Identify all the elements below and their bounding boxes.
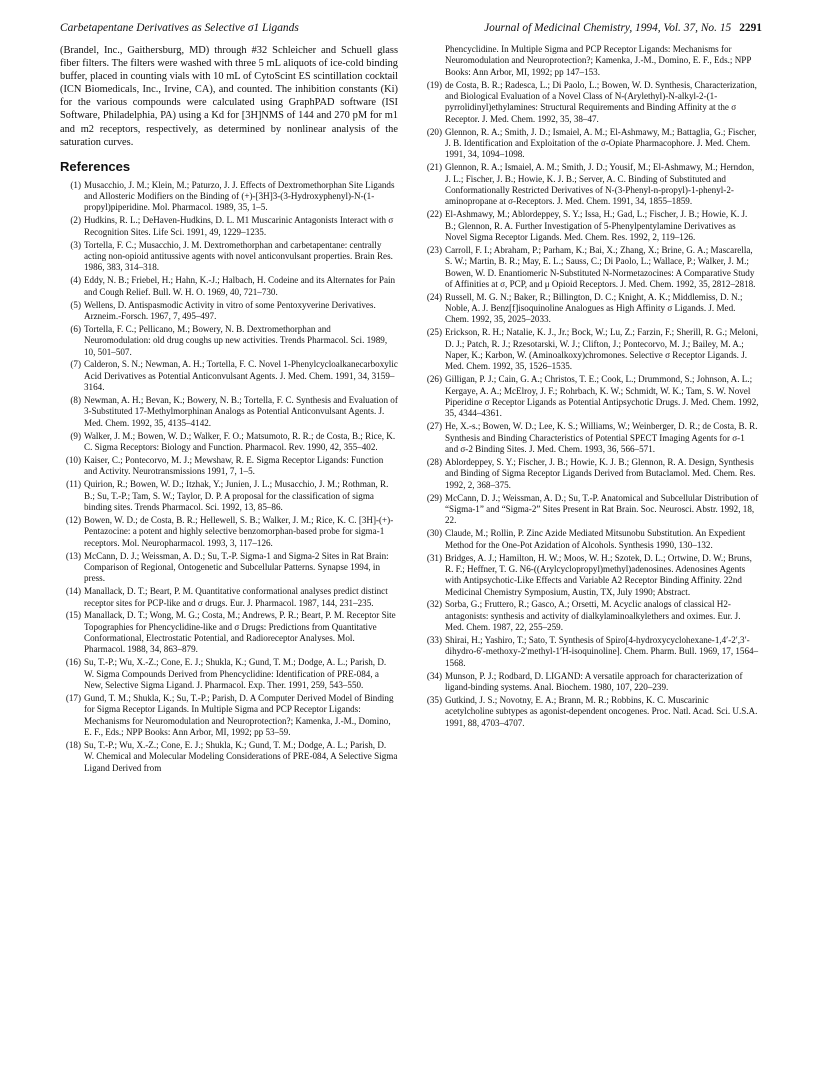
reference-text: McCann, D. J.; Weissman, A. D.; Su, T.-P. Sigma-1 and Sigma-2 Sites in Rat Brain: Comparison of Regional, Ontogenetic and Subcellular Patterns. Synapse 1994, in press.: [84, 550, 389, 584]
references-list-right: [421, 44, 759, 729]
reference-number: (32): [426, 599, 442, 610]
reference-item: [421, 44, 759, 78]
reference-text: Carroll, F. I.; Abraham, P.; Parham, K.; Bai, X.; Zhang, X.; Brine, G. A.; Mascarella, S. W.; Martin, B. R.; May, E. L.; Sauss, C.; Di Paolo, L.; Wallace, P.; Walker, J. M.; Bowen, W. D. Enantiomeric N-Substituted N-Normetazocines: A Comparative Study of Affinities at σ, PCP, and μ Opioid Receptors. J. Med. Chem. 1992, 35, 2812–2818.: [445, 244, 756, 289]
reference-text: Newman, A. H.; Bevan, K.; Bowery, N. B.; Tortella, F. C. Synthesis and Evaluation of 3-Substituted 17-Methylmorphinan Analogs as Potential Anticonvulsant Agents. J. Med. Chem. 1992, 35, 4135–4142.: [84, 395, 398, 428]
reference-number: (29): [426, 492, 442, 503]
running-title: Carbetapentane Derivatives as Selective σ1 Ligands: [60, 22, 299, 34]
reference-number: (19): [426, 79, 442, 90]
reference-item: [60, 215, 398, 238]
reference-item: [60, 180, 398, 214]
reference-text: Manallack, D. T.; Wong, M. G.; Costa, M.; Andrews, P. R.; Beart, P. M. Receptor Site Topographies for Phencyclidine-like and σ Drugs: Predictions from Quantitative Conformational, Electrostatic Potential, and Radioreceptor Analyses. Mol. Pharmacol. 1988, 34, 863–879.: [84, 610, 396, 655]
reference-number: (8): [70, 395, 81, 406]
methods-paragraph: (Brandel, Inc., Gaithersburg, MD) through #32 Schleicher and Schuell glass fiber filters. The filters were washed with three 5 mL aliquots of ice-cold binding buffer, placed in counting vials with 10 mL of CytoScint ES scintillation cocktail (ICN Biomedicals, Inc., Irvine, CA), and counted. The inhibition constants (Ki) for the various compounds were calculated using GraphPAD software (ISI Software, Philadelphia, PA) using a Kd for [3H]NMS of 144 and 270 pM for m1 and m2 receptors, respectively, as determined by nonlinear analysis of the saturation curves.: [60, 45, 398, 148]
reference-number: (14): [65, 586, 81, 597]
reference-item: [421, 80, 759, 125]
reference-number: (24): [426, 291, 442, 302]
reference-item: [421, 245, 759, 290]
references-list-left: [60, 180, 398, 774]
reference-number: (25): [426, 327, 442, 338]
reference-number: (17): [65, 693, 81, 704]
reference-text: Bridges, A. J.; Hamilton, H. W.; Moos, W. H.; Szotek, D. L.; Ortwine, D. W.; Bruns, R. F.; Heffner, T. G. N6-((Arylcyclopropyl)methyl)adenosines. Adenosines Agents with Antipsychotic-Like Effects and Variable A2 Receptor Binding Affinity. 22nd Medicinal Chemistry Symposium, Austin, TX, July 1990; Abstract.: [445, 552, 752, 597]
reference-item: [421, 327, 759, 372]
reference-text: Munson, P. J.; Rodbard, D. LIGAND: A versatile approach for characterization of ligand-binding systems. Anal. Biochem. 1980, 107, 220–239.: [445, 670, 743, 693]
reference-item: [60, 479, 398, 513]
reference-text: Tortella, F. C.; Pellicano, M.; Bowery, N. B. Dextromethorphan and Neuromodulation: old drug coughs up new activities. Trends Pharmacol. Sci. 1989, 10, 501–507.: [84, 323, 388, 357]
journal-info-line: [484, 22, 762, 34]
reference-item: [60, 693, 398, 738]
running-header: [60, 22, 762, 38]
reference-text: Kaiser, C.; Pontecorvo, M. J.; Mewshaw, R. E. Sigma Receptor Ligands: Function and Activity. Neurotransmissions 1991, 7, 1–5.: [84, 455, 384, 477]
reference-text: de Costa, B. R.; Radesca, L.; Di Paolo, L.; Bowen, W. D. Synthesis, Characterization, and Biological Evaluation of a Novel Class of N-(Arylethyl)-N-alkyl-2-(1-pyrrolidinyl)ethylamines: Structural Requirements and Binding Affinity at the σ Receptor. J. Med. Chem. 1992, 35, 38–47.: [445, 79, 757, 124]
reference-item: [60, 431, 398, 454]
reference-item: [421, 292, 759, 326]
reference-item: [60, 610, 398, 655]
reference-item: [421, 127, 759, 161]
reference-text: Phencyclidine. In Multiple Sigma and PCP Receptor Ligands: Mechanisms for Neuromodulation and Neuroprotection?; Kamenka, J.-M., Domino, E. F., Eds.; NPP Books: Ann Arbor, MI, 1992; pp 147–153.: [445, 44, 752, 77]
reference-number: (11): [66, 479, 81, 490]
reference-text: Gilligan, P. J.; Cain, G. A.; Christos, T. E.; Cook, L.; Drummond, S.; Johnson, A. L.; Kergaye, A. A.; McElroy, J. F.; Rohrbach, K. W.; Schmidt, W. K.; Tam, S. W. Novel Piperidine σ Receptor Ligands as Potential Antipsychotic Drugs. J. Med. Chem. 1992, 35, 4344–4361.: [445, 374, 759, 419]
reference-number: (22): [426, 209, 442, 220]
reference-text: McCann, D. J.; Weissman, A. D.; Su, T.-P. Anatomical and Subcellular Distribution of “Sigma-1” and “Sigma-2” Sites Present in Rat Brain. Soc. Neurosci. Abstr. 1992, 18, 22.: [445, 492, 759, 526]
reference-text: Ablordeppey, S. Y.; Fischer, J. B.; Howie, K. J. B.; Glennon, R. A. Design, Synthesis and Binding of Sigma Receptor Ligands Derived from Butaclamol. Med. Chem. Res. 1992, 2, 368–375.: [445, 456, 756, 490]
reference-number: (9): [70, 430, 81, 441]
reference-item: [421, 553, 759, 598]
reference-item: [421, 528, 759, 551]
reference-text: Erickson, R. H.; Natalie, K. J., Jr.; Bock, W.; Lu, Z.; Farzin, F.; Sherill, R. G.; Meloni, D. J.; Patch, R. J.; Rzesotarski, W. J.; Clifton, J.; Pontecorvo, M. J.; Bailey, M. A.; Naper, K.; Karbon, W. (Aminoalkoxy)chromones. Selective σ Receptor Ligands. J. Med. Chem. 1992, 35, 1526–1535.: [445, 327, 758, 372]
reference-item: [421, 671, 759, 694]
reference-text: Tortella, F. C.; Musacchio, J. M. Dextromethorphan and carbetapentane: centrally acting non-opioid antitussive agents with novel anticonvulsant properties. Brain Res. 1986, 383, 314–318.: [84, 239, 393, 273]
reference-item: [421, 493, 759, 527]
reference-item: [60, 324, 398, 358]
reference-number: (2): [70, 215, 81, 226]
reference-number: (4): [70, 275, 81, 286]
reference-number: (30): [426, 528, 442, 539]
reference-number: (10): [65, 455, 81, 465]
reference-number: (3): [70, 239, 81, 250]
reference-item: [60, 657, 398, 691]
reference-number: (1): [70, 179, 81, 190]
reference-item: [60, 586, 398, 609]
reference-number: (23): [426, 244, 442, 255]
reference-text: Manallack, D. T.; Beart, P. M. Quantitative conformational analyses predict distinct receptor sites for PCP-like and σ drugs. Eur. J. Pharmacol. 1987, 144, 231–235.: [84, 586, 388, 608]
reference-number: (16): [65, 657, 81, 668]
reference-item: [60, 740, 398, 774]
reference-item: [421, 209, 759, 243]
references-heading: References: [60, 158, 131, 174]
reference-item: [421, 635, 759, 669]
reference-number: (6): [70, 323, 81, 334]
journal-info: Journal of Medicinal Chemistry, 1994, Vol. 37, No. 15: [484, 22, 732, 34]
reference-number: (7): [70, 359, 81, 370]
reference-text: Russell, M. G. N.; Baker, R.; Billington, D. C.; Knight, A. K.; Middlemiss, D. N.; Noble, A. J. Benz[f]isoquinoline Analogues as High Affinity σ Ligands. J. Med. Chem. 1992, 35, 2025–2033.: [445, 291, 743, 325]
page-number: 2291: [739, 22, 762, 34]
reference-number: (15): [65, 610, 81, 621]
reference-text: El-Ashmawy, M.; Ablordeppey, S. Y.; Issa, H.; Gad, L.; Fischer, J. B.; Howie, K. J. B.; Glennon, R. A. Further Investigation of 5-Phenylpentylamine Derivatives as Novel Sigma Receptor Ligands. Med. Chem. Res. 1992, 2, 119–126.: [445, 209, 748, 242]
reference-text: Gund, T. M.; Shukla, K.; Su, T.-P.; Parish, D. A Computer Derived Model of Binding for Sigma Receptor Ligands. In Multiple Sigma and PCP Receptor Ligands: Mechanisms for Neuromodulation and Neuroprotection?; Kamenka, J.-M., Domino, E. F., Eds.; NPP Books: Ann Arbor, MI, 1992; pp 53–59.: [84, 693, 394, 738]
reference-text: Su, T.-P.; Wu, X.-Z.; Cone, E. J.; Shukla, K.; Gund, T. M.; Dodge, A. L.; Parish, D. W. Chemical and Molecular Modeling Considerations of PRE-084, A Selective Sigma Ligand Derived from: [84, 740, 398, 773]
reference-text: Gutkind, J. S.; Novotny, E. A.; Brann, M. R.; Robbins, K. C. Muscarinic acetylcholine subtypes as agonist-dependent oncogenes. Proc. Natl. Acad. Sci. U.S.A. 1991, 88, 4703–4707.: [445, 695, 758, 728]
reference-item: [421, 162, 759, 207]
reference-number: (5): [70, 299, 81, 310]
reference-number: (21): [426, 162, 442, 173]
reference-item: [60, 455, 398, 478]
reference-text: Eddy, N. B.; Friebel, H.; Hahn, K.-J.; Halbach, H. Codeine and its Alternates for Pain and Cough Relief. Bull. W. H. O. 1969, 40, 721–730.: [84, 275, 396, 297]
reference-number: (35): [426, 695, 442, 705]
reference-text: Su, T.-P.; Wu, X.-Z.; Cone, E. J.; Shukla, K.; Gund, T. M.; Dodge, A. L.; Parish, D. W. Sigma Compounds Derived from Phencyclidine: Identification of PRE-084, a New, Selective Sigma Ligand. J. Pharmacol. Exp. Ther. 1991, 259, 543–550.: [84, 657, 387, 691]
right-column: [421, 44, 759, 731]
left-column: [60, 44, 398, 776]
reference-item: [421, 599, 759, 633]
reference-number: (33): [426, 635, 442, 646]
reference-text: Glennon, R. A.; Smith, J. D.; Ismaiel, A. M.; El-Ashmawy, M.; Battaglia, G.; Fischer, J. B. Identification and Exploitation of the σ-Opiate Pharmacophore. J. Med. Chem. 1991, 34, 1094–1098.: [445, 126, 757, 160]
reference-text: Sorba, G.; Fruttero, R.; Gasco, A.; Orsetti, M. Acyclic analogs of classical H2-antagonists: synthesis and activity of dialkylaminoalkylethers and oximes. Eur. J. Med. Chem. 1987, 22, 255–259.: [445, 599, 741, 633]
reference-item: [60, 275, 398, 298]
reference-item: [60, 240, 398, 274]
reference-text: He, X.-s.; Bowen, W. D.; Lee, K. S.; Williams, W.; Weinberger, D. R.; de Costa, B. R. Synthesis and Binding Characteristics of Potential SPECT Imaging Agents for σ-1 and σ-2 Binding Sites. J. Med. Chem. 1993, 36, 566–571.: [445, 421, 758, 455]
reference-text: Wellens, D. Antispasmodic Activity in vitro of some Pentoxyverine Derivatives. Arzneim.-Forsch. 1967, 7, 495–497.: [84, 299, 376, 321]
reference-item: [60, 551, 398, 585]
reference-item: [421, 374, 759, 419]
reference-number: (26): [426, 374, 442, 385]
reference-item: [60, 395, 398, 429]
reference-number: (18): [65, 740, 81, 750]
reference-number: (27): [426, 421, 442, 432]
reference-text: Shirai, H.; Yashiro, T.; Sato, T. Synthesis of Spiro[4-hydroxycyclohexane-1,4′-2′,3′-dihydro-6′-methoxy-2′methyl-1′H-isoquinoline]. Chem. Pharm. Bull. 1969, 17, 1564–1568.: [445, 635, 759, 668]
reference-text: Claude, M.; Rollin, P. Zinc Azide Mediated Mitsunobu Substitution. An Expedient Method for the One-Pot Azidation of Alcohols. Synthesis 1990, 130–132.: [445, 528, 746, 550]
reference-number: (34): [426, 670, 442, 681]
reference-text: Hudkins, R. L.; DeHaven-Hudkins, D. L. M1 Muscarinic Antagonists Interact with σ Recognition Sites. Life Sci. 1991, 49, 1229–1235.: [84, 215, 394, 237]
reference-text: Quirion, R.; Bowen, W. D.; Itzhak, Y.; Junien, J. L.; Musacchio, J. M.; Rothman, R. B.; Su, T.-P.; Tam, S. W.; Taylor, D. P. A proposal for the classification of sigma binding sites. Trends Pharmacol. Sci. 1992, 13, 85–86.: [84, 479, 389, 512]
reference-number: (20): [426, 126, 442, 137]
reference-number: (31): [426, 552, 442, 563]
reference-number: (12): [65, 514, 81, 525]
reference-item: [60, 300, 398, 323]
reference-number: (13): [65, 550, 81, 561]
reference-text: Musacchio, J. M.; Klein, M.; Paturzo, J. J. Effects of Dextromethorphan Site Ligands and Allosteric Modifiers on the Binding of (+)-[3H]3-(3-Hydroxyphenyl)-N-(1-propyl)piperidine. Mol. Pharmacol. 1989, 35, 1–5.: [84, 179, 395, 213]
reference-text: Calderon, S. N.; Newman, A. H.; Tortella, F. C. Novel 1-Phenylcycloalkanecarboxylic Acid Derivatives as Potential Anticonvulsant Agents. J. Med. Chem. 1991, 34, 3159–3164.: [84, 359, 398, 393]
reference-text: Walker, J. M.; Bowen, W. D.; Walker, F. O.; Matsumoto, R. R.; de Costa, B.; Rice, K. C. Sigma Receptors: Biology and Function. Pharmacol. Rev. 1990, 42, 355–402.: [84, 430, 396, 453]
reference-item: [60, 515, 398, 549]
reference-text: Glennon, R. A.; Ismaiel, A. M.; Smith, J. D.; Yousif, M.; El-Ashmawy, M.; Herndon, J. L.; Fischer, J. B.; Howie, K. J. B.; Server, A. C. Binding of Substituted and Conformationally Restricted Derivatives of N-(3-Phenyl-n-propyl)-1-phenyl-2-aminopropane at σ-Receptors. J. Med. Chem. 1991, 34, 1855–1859.: [445, 162, 755, 207]
reference-item: [421, 457, 759, 491]
reference-item: [60, 359, 398, 393]
reference-item: [421, 421, 759, 455]
reference-number: (28): [426, 456, 442, 467]
reference-item: [421, 695, 759, 729]
reference-text: Bowen, W. D.; de Costa, B. R.; Hellewell, S. B.; Walker, J. M.; Rice, K. C. [3H]-(+)-Pentazocine: a potent and highly selective benzomorphan-based probe for sigma-1 receptors. Mol. Neuropharmacol. 1993, 3, 117–126.: [84, 514, 394, 548]
